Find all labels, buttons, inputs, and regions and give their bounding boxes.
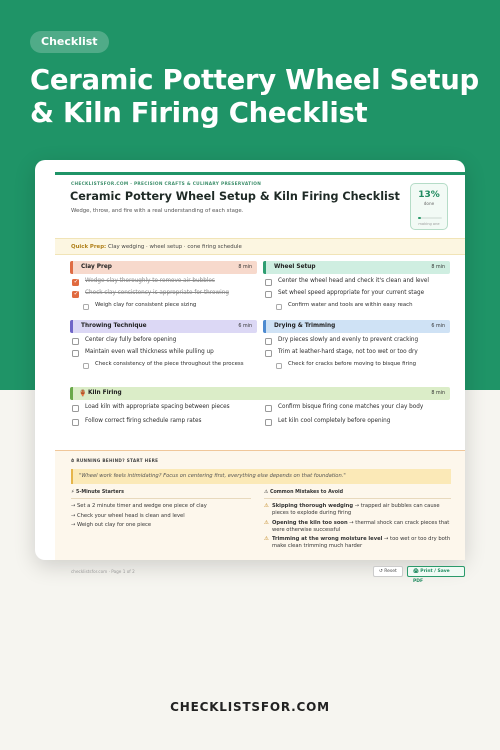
progress-sub-label: making one xyxy=(418,222,440,226)
checkbox[interactable] xyxy=(265,279,272,286)
checkbox[interactable] xyxy=(83,363,89,369)
item-label: Confirm bisque firing cone matches your clay body xyxy=(278,404,424,411)
section-title: Drying & Trimming xyxy=(274,323,336,329)
quick-prep-label: Quick Prep: xyxy=(71,244,107,250)
item-label: Check clay consistency is appropriate for throwing xyxy=(85,290,229,297)
checklist-preview-card xyxy=(35,160,465,584)
checklist-item[interactable] xyxy=(70,417,260,429)
page-title: Ceramic Pottery Wheel Setup & Kiln Firing Checklist xyxy=(70,190,400,203)
checkbox[interactable] xyxy=(276,304,282,310)
section-header-kiln xyxy=(70,387,450,400)
warning-icon: ⚠ xyxy=(264,503,269,509)
mistake-item: ⚠ Skipping thorough wedging → trapped air bubbles can cause pieces to explode during firing xyxy=(264,503,440,516)
tip-quote: "Wheel work feels intimidating? Focus on centering first, everything else depends on that foundation." xyxy=(71,469,451,484)
checkbox[interactable] xyxy=(72,338,79,345)
checkbox[interactable] xyxy=(265,419,272,426)
section-minutes: 8 min xyxy=(431,390,445,396)
section-title: Clay Prep xyxy=(81,264,112,270)
category-pill: Checklist xyxy=(30,31,109,53)
starter-item: → Weigh out clay for one piece xyxy=(71,522,152,528)
mistake-item: ⚠ Trimming at the wrong moisture level → too wet or too dry both make clean trimming much harder xyxy=(264,536,451,549)
checklist-subitem[interactable] xyxy=(81,301,257,313)
item-label: Check for cracks before moving to bisque firing xyxy=(288,361,417,368)
running-behind-label: ⏱ RUNNING BEHIND? START HERE xyxy=(71,458,159,463)
warning-icon: ⚠ xyxy=(264,536,269,542)
item-label: Trim at leather-hard stage, not too wet or too dry xyxy=(278,349,418,356)
checkbox-checked[interactable] xyxy=(72,279,79,286)
item-label: Follow correct firing schedule ramp rates xyxy=(85,418,202,425)
page-subtitle: Wedge, throw, and fire with a real understanding of each stage. xyxy=(71,208,244,214)
item-label: Confirm water and tools are within easy reach xyxy=(288,302,413,309)
item-label: Maintain even wall thickness while pulling up xyxy=(85,349,214,356)
section-wheel-setup xyxy=(263,261,450,313)
item-label: Center the wheel head and check it's clean and level xyxy=(278,278,429,285)
mistake-item: ⚠ Opening the kiln too soon → thermal shock can crack pieces that were otherwise successful xyxy=(264,519,450,533)
progress-percent: 13% xyxy=(418,190,440,200)
section-throwing-technique xyxy=(70,320,257,372)
item-label: Center clay fully before opening xyxy=(85,337,177,344)
checklist-subitem[interactable] xyxy=(274,301,450,313)
checklist-item[interactable] xyxy=(70,403,260,415)
checklist-item[interactable] xyxy=(263,277,450,289)
checklist-item[interactable] xyxy=(263,417,450,429)
starters-heading: ⚡ 5-Minute Starters xyxy=(71,490,251,499)
progress-badge xyxy=(410,183,448,230)
checkbox[interactable] xyxy=(72,405,79,412)
section-minutes: 8 min xyxy=(238,264,252,270)
checklist-item[interactable] xyxy=(70,348,257,360)
checkbox[interactable] xyxy=(72,419,79,426)
item-label: Let kiln cool completely before opening xyxy=(278,418,391,425)
print-pdf-button[interactable]: 🖨 Print / Save PDF xyxy=(407,566,465,577)
checkbox-checked[interactable] xyxy=(72,291,79,298)
section-title: Kiln Firing xyxy=(88,390,122,396)
warning-icon: ⚠ xyxy=(264,519,269,526)
section-header-drying xyxy=(263,320,450,333)
starter-item: → Set a 2 minute timer and wedge one piece of clay xyxy=(71,503,207,509)
item-label: Check consistency of the piece throughout the process xyxy=(95,361,244,368)
section-title: Throwing Technique xyxy=(81,323,147,329)
progress-bar xyxy=(418,217,442,219)
site-label: CHECKLISTSFOR.COM · PRECISION CRAFTS & CULINARY PRESERVATION xyxy=(71,182,262,187)
section-clay-prep xyxy=(70,261,257,313)
mistakes-heading: ⚠ Common Mistakes to Avoid xyxy=(264,490,451,499)
checklist-item[interactable] xyxy=(70,289,257,301)
section-minutes: 8 min xyxy=(431,264,445,270)
checkbox[interactable] xyxy=(265,338,272,345)
checkbox[interactable] xyxy=(276,363,282,369)
checklist-item[interactable] xyxy=(70,277,257,289)
kiln-fire-icon: 🏺 xyxy=(79,389,87,397)
item-label: Wedge clay thoroughly to remove air bubbles xyxy=(85,278,215,285)
checklist-subitem[interactable] xyxy=(81,360,257,372)
checklist-subitem[interactable] xyxy=(274,360,450,372)
section-minutes: 6 min xyxy=(238,323,252,329)
section-drying-trimming xyxy=(263,320,450,372)
item-label: Dry pieces slowly and evenly to prevent cracking xyxy=(278,337,419,344)
section-kiln-firing xyxy=(70,387,450,433)
starters-column xyxy=(71,490,251,532)
checklist-item[interactable] xyxy=(263,336,450,348)
section-header-wheel-setup xyxy=(263,261,450,274)
running-behind-panel xyxy=(55,450,465,560)
checkbox[interactable] xyxy=(265,405,272,412)
hero-title: Ceramic Pottery Wheel Setup & Kiln Firing Checklist xyxy=(30,64,479,129)
quick-prep-text: Clay wedging · wheel setup · cone firing schedule xyxy=(107,244,242,250)
starter-item: → Check your wheel head is clean and level xyxy=(71,512,185,519)
checklist-item[interactable] xyxy=(70,336,257,348)
checkbox[interactable] xyxy=(83,304,89,310)
checklist-item[interactable] xyxy=(263,289,450,301)
quick-prep-bar xyxy=(55,238,465,255)
checkbox[interactable] xyxy=(72,350,79,357)
mistakes-column xyxy=(264,490,451,553)
page-number: checklistsfor.com · Page 1 of 2 xyxy=(71,569,135,574)
brand-footer[interactable]: CHECKLISTSFOR.COM xyxy=(170,700,330,714)
section-header-throwing xyxy=(70,320,257,333)
section-minutes: 6 min xyxy=(431,323,445,329)
item-label: Set wheel speed appropriate for your current stage xyxy=(278,290,425,297)
checklist-item[interactable] xyxy=(263,403,450,415)
progress-label: done xyxy=(423,201,435,206)
item-label: Load kiln with appropriate spacing between pieces xyxy=(85,404,230,411)
checkbox[interactable] xyxy=(265,350,272,357)
checklist-item[interactable] xyxy=(263,348,450,360)
checkbox[interactable] xyxy=(265,291,272,298)
reset-button[interactable]: ↺ Reset xyxy=(373,566,403,577)
section-title: Wheel Setup xyxy=(274,264,316,270)
progress-fill xyxy=(418,217,421,219)
checklist-page xyxy=(55,175,465,584)
section-header-clay-prep xyxy=(70,261,257,274)
item-label: Weigh clay for consistent piece sizing xyxy=(95,302,197,309)
